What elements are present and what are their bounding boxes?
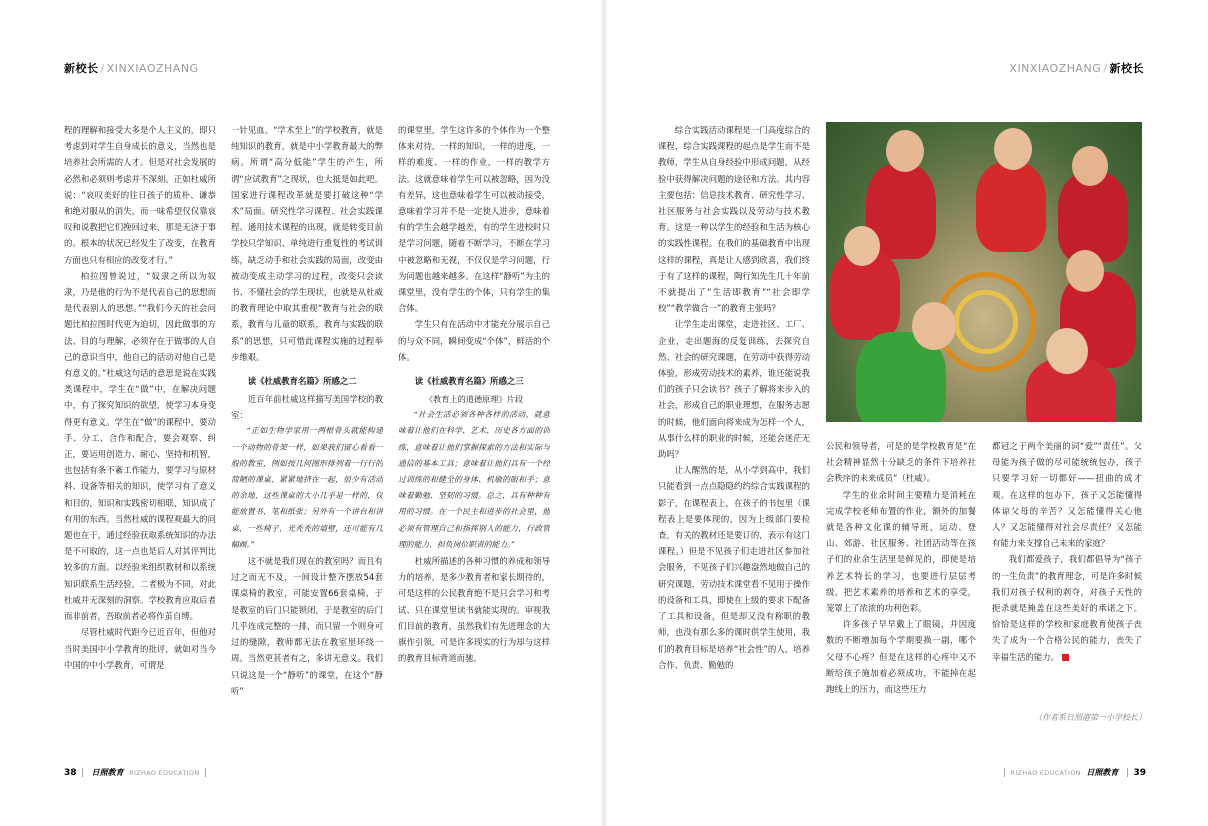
paragraph: 许多孩子早早戴上了眼镜，并因度数的不断增加每个学期要换一副，哪个父母不心疼？但是在这样的心疼中又不断给孩子施加着必须成功，不能掉在起跑线上的压力，而这些压力 (826, 619, 976, 695)
magazine-name-en: RIZHAO EDUCATION (1010, 769, 1081, 777)
paragraph: 学生只有在活动中才能充分展示自己的与众不同，瞬间变成“个体”，鲜活的个体。 (398, 319, 550, 362)
paragraph: 公民和领导者，可是的是学校教育是“在社会精神显然十分缺乏的条件下培养社会秩序的未来成员”（杜威）。 (826, 441, 976, 484)
page-gutter (600, 0, 608, 826)
left-footer (64, 767, 209, 778)
paragraph: 让学生走出课堂，走进社区、工厂、企业，走出题海的反复训练，去探究自然、社会的研究课题，在劳动中获得劳动体验，形成劳动技术的素养，谁还能说我们的孩子只会读书？孩子了解将来步入的社会，形成自己的职业理想，在服务志愿的时候，他们面向将来成为怎样一个人，从事什么样的职业的时候，还能会迷茫无助吗？ (658, 319, 810, 460)
text-column-5 (826, 438, 976, 728)
quote-paragraph: “正如生物学家用一两根骨头就能构建一个动物的骨架一样，如果我们留心看看一般的教室，例如按几何图形排列着一行行的简陋的课桌，紧紧地挤在一起，很少有活动的余地，这些课桌的大小几乎是一样的，仅能放置书、笔和纸张；另外有一个讲台和讲桌，一些椅子，光秃秃的墙壁，还可能有几幅画。” (231, 426, 383, 549)
magazine-logo: 日照教育 (1086, 767, 1119, 777)
header-title-en: XINXIAOZHANG (106, 62, 199, 75)
paragraph-text: 我们都爱孩子，我们都倡导为“孩子的一生负责”的教育理念，可是许多时候我们对孩子权利的剥夺，对孩子天性的扼杀就是掩盖在这些美好的承诺之下。恰恰是这样的学校和家庭教育使孩子丧失了成为一个合格公民的能力，丧失了幸福生活的能力。 (992, 554, 1142, 662)
left-running-header: 新校长 / XINXIAOZHANG (64, 62, 199, 75)
page-number: 38 (64, 768, 77, 778)
quote-paragraph: “社会生活必须各种各样的活动，就意味着让他们在科学、艺术、历史各方面的训练，意味着让他们掌握探索的方法和实际与通信的基本工具；意味着让他们具有一个经过训练的和健全的身体、机敏的眼和手；意味着勤勉、坚韧的习惯。总之，具有种种有用的习惯。在一个民主和进步的社会里，他必须有管理自己和指挥别人的能力，行政管理的能力，担负岗位职责的能力。” (398, 410, 550, 549)
paragraph: 学生的业余时间主要精力是消耗在完成学校老师布置的作业，额外的加餐就是各种文化课的辅导班，运动、登山、郊游、社区服务、社团活动等在孩子们的业余生活里是鲜见的，即使是培养艺术特长的学习，也要进行层层考级，把艺术素养的培养和艺术的享受，笼罩上了浓浓的功利色彩。 (826, 489, 976, 614)
paragraph: 尽管杜威时代距今已近百年，但他对当时美国中小学教育的批评，就如对当今中国的中小学教育，可谓是 (64, 627, 216, 670)
paragraph: 的课堂里，学生这许多的个体作为一个整体来对待，一样的知识，一样的进度，一样的难度、一样的作业，一样的教学方法。这就意味着学生可以被忽略，因为没有差异，这也意味着学生可以被动接受，意味着学习并不是一定使人进步，意味着有的学生会越学越差，有的学生进校时只是学习问题，随着不断学习，不断在学习中被忽略和无视，不仅仅是学习问题，行为问题也越来越多。在这样“静听”为主的课堂里，没有学生的个体，只有学生的集合体。 (398, 125, 550, 314)
header-title-cn: 新校长 (1109, 62, 1144, 75)
paragraph: 杜威所描述的各种习惯的养成和领导力的培养，是多少教育者和家长期待的，可是这样的公民教育绝不是只会学习和考试、只在课堂里读书就能实现的。审视我们目前的教育，虽然我们有先进理念的大旗作引领，可是许多现实的行为却与这样的教育目标背道而驰。 (398, 556, 550, 664)
page-number: 39 (1133, 768, 1146, 778)
students-photo (826, 122, 1142, 422)
paragraph: 柏拉图曾说过，“奴隶之所以为奴隶，乃是他的行为不是代表自己的思想而是代表别人的思想。”“我们今天的社会问题比柏拉图时代更为迫切，因此做事的方法、目的与理解，必须存在于做事的人自己的意识当中，他自己的活动对他自己是有意义的。”杜威这句话的意思是说在实践类课程中，学生在“做”中，在解决问题中，有了探究知识的欲望，使学习本身变得更有意义。学生在“做”的课程中，要动手、分工、合作和配合，要会观察、纠正，要运用创造力、耐心、坚持和机智，也包括有条不紊工作能力，要学习与原材料、设备等相关的知识，使学习有了意义和目的，知识和实践密切相联，知识成了有用的东西。当然杜威的课程观最大的问题也在于，通过经验获取系统知识的办法是不可取的，这一点也是后人对其评判比较多的方面。以经验来组织教材和以系统知识联系生活经验，二者极为不同，对此杜威并无深刻的洞察。学校教育应取后者而非前者，吾取前者必将作茧自缚。 (64, 270, 216, 622)
paragraph (992, 551, 1142, 664)
text-column-4 (658, 122, 810, 728)
magazine-logo: 日照教育 (91, 767, 124, 777)
section-heading: 读《杜威教育名篇》所感之三 (414, 376, 524, 387)
paragraph: 近百年前杜威这样描写美国学校的教室： (231, 394, 383, 421)
right-running-header: XINXIAOZHANG / 新校长 (1009, 62, 1144, 75)
header-title-en: XINXIAOZHANG (1009, 62, 1102, 75)
header-title-cn: 新校长 (64, 62, 99, 75)
right-footer (1001, 767, 1146, 778)
paragraph: 都冠之于两个美丽的词“爱”“责任”。父母能为孩子做的尽可能统统包办，孩子只要学习好一切都好——扭曲的成才观。在这样的包办下，孩子又怎能懂得体谅父母的辛苦？又怎能懂得关心他人？又怎能懂得对社会尽责任？又怎能有能力来支撑自己未来的家庭？ (992, 441, 1142, 549)
text-column-6 (992, 438, 1142, 702)
paragraph: 一针见血。“学术至上”的学校教育，就是纯知识的教育，就是中小学教育最大的弊病。所谓“高分低能”学生的产生，所谓“应试教育”之现状，也大抵是如此吧。国家进行课程改革就是要打破这种“学术”局面。研究性学习课程、社会实践课程、通用技术课程的出现，就是转变目前学校只学知识、单纯进行重复性的考试训练，缺乏动手和社会实践的局面，改变由被动变成主动学习的过程，改变只会读书、不懂社会的学生现状，也就是从杜威的教育理论中取其重视“教育与社会的联系，教育与儿童的联系，教育与实践的联系”的思想，只可惜此课程实施的过程举步维艰。 (231, 125, 383, 362)
text-column-3 (398, 122, 550, 728)
paragraph: 让人醒然的是，从小学到高中，我们只能看到一点点隐隐约约综合实践课程的影子，在课程表上，在孩子的书包里（课程表上是要体现的，因为上级部门要检查，有关的教材还是要订的，表示有这门课程。）但是不见孩子们走进社区参加社会服务，不见孩子们兴趣盎然地做自己的研究课题，劳动技术课堂看不见用于操作的设备和工具，即使在上级的要求下配备了工具和设备，但是却又没有称职的教师，也没有那么多的课时供学生使用，我们的教育目标是培养“社会性”的人，培养合作、负责、勤勉的 (658, 465, 810, 670)
section-heading: 读《杜威教育名篇》所感之二 (247, 376, 357, 387)
end-mark (1062, 654, 1069, 661)
magazine-name-en: RIZHAO EDUCATION (129, 769, 200, 777)
paragraph: 程的理解和接受大多是个人主义的，即只考虑到对学生自身成长的意义，当然也是培养社会所需的人才。但是对社会发展的必然和必须则考虑并不深刻。正如杜威所说：“哀叹美好的往日孩子的质朴、谦恭和绝对服从的消失，而一味希望仅仅靠哀叹和说教把它们挽回过来，那是无济于事的。根本的状况已经发生了改变，在教育方面也只有相应的改变才行。” (64, 125, 216, 265)
text-column-1 (64, 122, 216, 728)
paragraph: 这不就是我们现在的教室吗？而且有过之而无不及，一间设计整齐摆放54套课桌椅的教室，可能安置66套桌椅，于是教室的后门只能锁闭，于是教室的后门几乎连成完整的一排，而只留一个则身可过的缝隙，教师都无法在教室里环绕一周。当然更甚者有之，多讲无意义。我们只说这是一个“静听”的课堂，在这个“静听” (231, 556, 383, 696)
author-byline: （作者系日照港第一小学校长） (1034, 713, 1146, 722)
paragraph: 综合实践活动课程是一门高度综合的课程，综合实践课程的起点是学生而不是教师，学生从自身经验中形成问题，从经验中获得解决问题的途径和方法。其内容主要包括：信息技术教育、研究性学习、社区服务与社会实践以及劳动与技术教育。这是一种以学生的经验和生活为核心的实践性课程。在我们的基础教育中出现这样的课程，真是让人感到欣喜，我们终于有了这样的课程，陶行知先生几十年前不就提出了“生活即教育”“社会即学校”“教学做合一”的教育主张吗？ (658, 125, 810, 314)
text-column-2 (231, 122, 383, 728)
section-subtitle: 《教育上的道德原理》片段 (424, 394, 524, 405)
